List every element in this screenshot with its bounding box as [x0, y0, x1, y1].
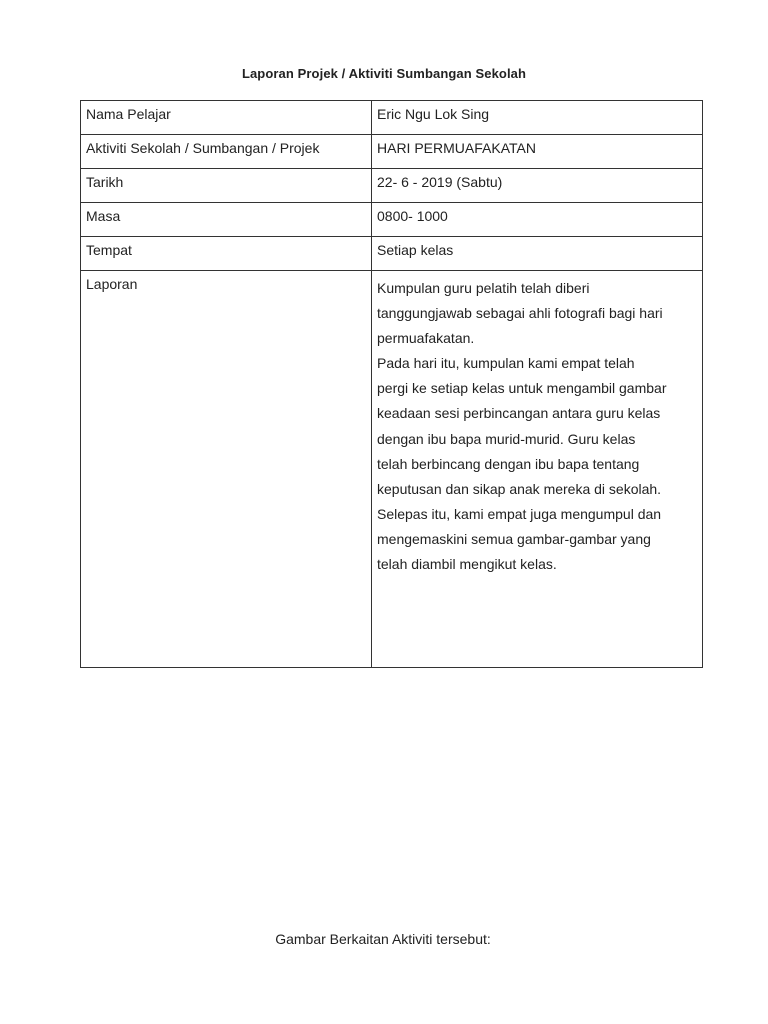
table-row-date	[81, 169, 703, 203]
label-activity: Aktiviti Sekolah / Sumbangan / Projek	[81, 135, 372, 169]
label-date: Tarikh	[81, 169, 372, 203]
table-row-time	[81, 203, 703, 237]
document-title: Laporan Projek / Aktiviti Sumbangan Sekolah	[241, 66, 527, 81]
table-row-report	[81, 271, 703, 668]
value-place: Setiap kelas	[372, 237, 703, 271]
table-row-activity	[81, 135, 703, 169]
value-activity: HARI PERMUAFAKATAN	[372, 135, 703, 169]
label-student-name: Nama Pelajar	[81, 101, 372, 135]
report-text-cell	[372, 271, 703, 668]
label-report: Laporan	[81, 271, 372, 668]
report-text: Kumpulan guru pelatih telah diberi tanggungjawab sebagai ahli fotografi bagi hari permuafakatan. Pada hari itu, kumpulan kami empat telah pergi ke setiap kelas untuk mengambil gambar keadaan sesi perbincangan antara guru kelas dengan ibu bapa murid-murid. Guru kelas telah berbincang dengan ibu bapa tentang keputusan dan sikap anak mereka di sekolah. Selepas itu, kami empat juga mengumpul dan mengemaskini semua gambar-gambar yang telah diambil mengikut kelas.	[377, 280, 667, 573]
table-row-student-name	[81, 101, 703, 135]
report-table	[80, 100, 703, 668]
value-time: 0800- 1000	[372, 203, 703, 237]
table-row-place	[81, 237, 703, 271]
value-date: 22- 6 - 2019 (Sabtu)	[372, 169, 703, 203]
label-time: Masa	[81, 203, 372, 237]
label-place: Tempat	[81, 237, 372, 271]
value-student-name: Eric Ngu Lok Sing	[372, 101, 703, 135]
pictures-caption: Gambar Berkaitan Aktiviti tersebut:	[275, 931, 491, 947]
